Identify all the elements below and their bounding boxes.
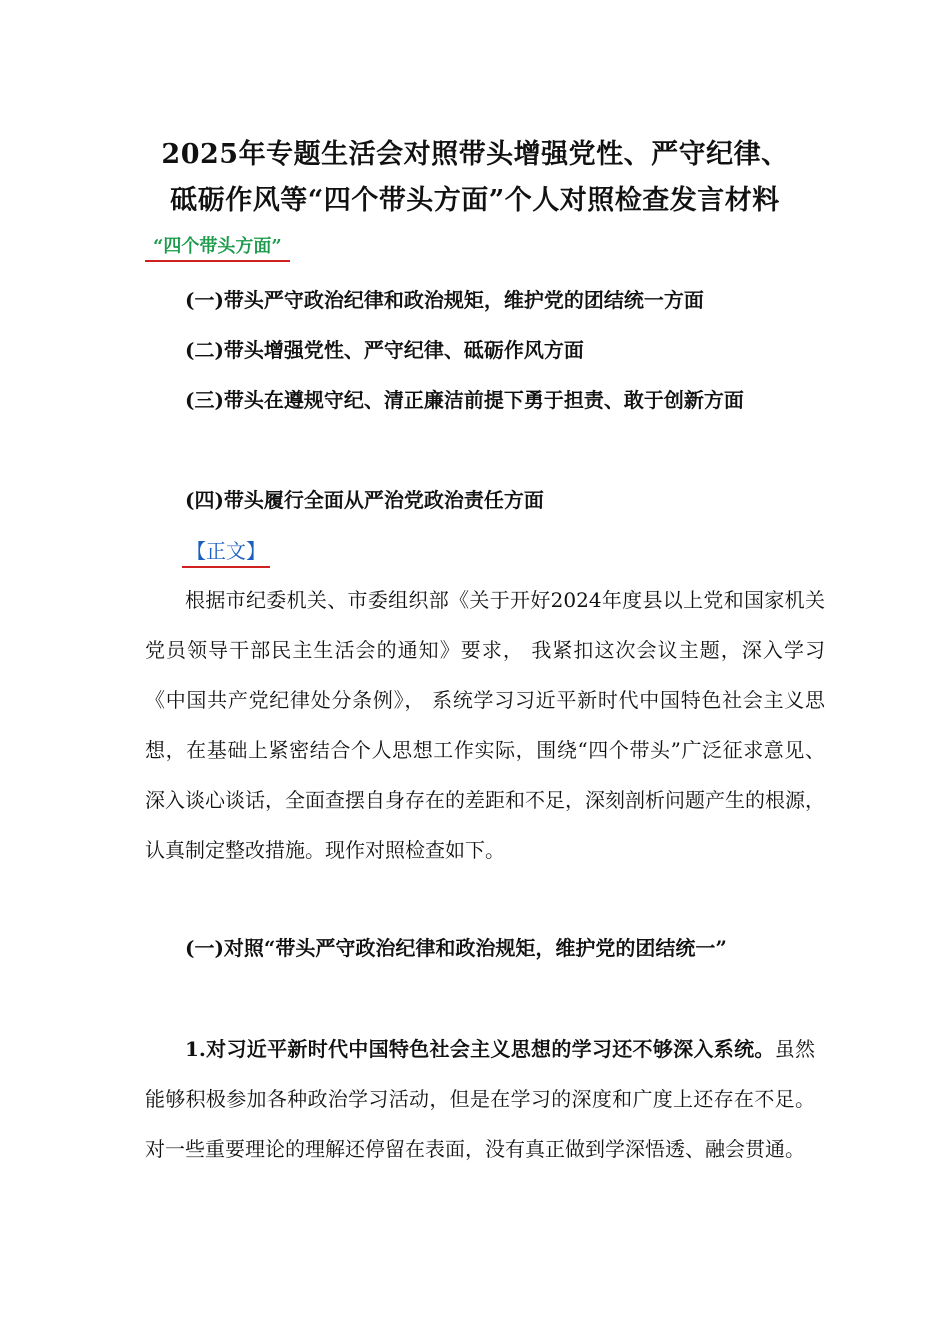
- section-tag: “四个带头方面”: [145, 232, 290, 262]
- document-title-line-2: 砥砺作风等“四个带头方面”个人对照检查发言材料: [170, 185, 780, 216]
- section-heading: (一)对照“带头严守政治纪律和政治规矩，维护党的团结统一”: [185, 936, 727, 960]
- point-title: 1.对习近平新时代中国特色社会主义思想的学习还不够深入系统。: [185, 1037, 775, 1061]
- list-item: (一)带头严守政治纪律和政治规矩，维护党的团结统一方面: [185, 288, 704, 312]
- point-text: 虽然能够积极参加各种政治学习活动，但是在学习的深度和广度上还存在不足。对一些重要理论的理解还停留在表面，没有真正做到学深悟透、融会贯通。: [145, 1037, 815, 1161]
- zhengwen-label: 【正文】: [182, 535, 270, 568]
- list-item: (二)带头增强党性、严守纪律、砥砺作风方面: [185, 338, 584, 362]
- list-item: (三)带头在遵规守纪、清正廉洁前提下勇于担责、敢于创新方面: [185, 388, 744, 412]
- intro-paragraph: 根据市纪委机关、市委组织部《关于开好2024年度县以上党和国家机关党员领导干部民主生活会的通知》要求， 我紧扣这次会议主题，深入学习《中国共产党纪律处分条例》， 系统学习习近平新时代中国特色社会主义思想，在基础上紧密结合个人思想工作实际，围绕“四个带头”广泛征求意见、 深入谈心谈话，全面查摆自身存在的差距和不足，深刻剖析问题产生的根源，认真制定整改措施。现作对照检查如下。: [145, 588, 825, 862]
- list-item: (四)带头履行全面从严治党政治责任方面: [185, 488, 544, 512]
- document-title-line-1: 2025年专题生活会对照带头增强党性、严守纪律、: [161, 139, 789, 170]
- point-paragraph: [145, 1024, 815, 1174]
